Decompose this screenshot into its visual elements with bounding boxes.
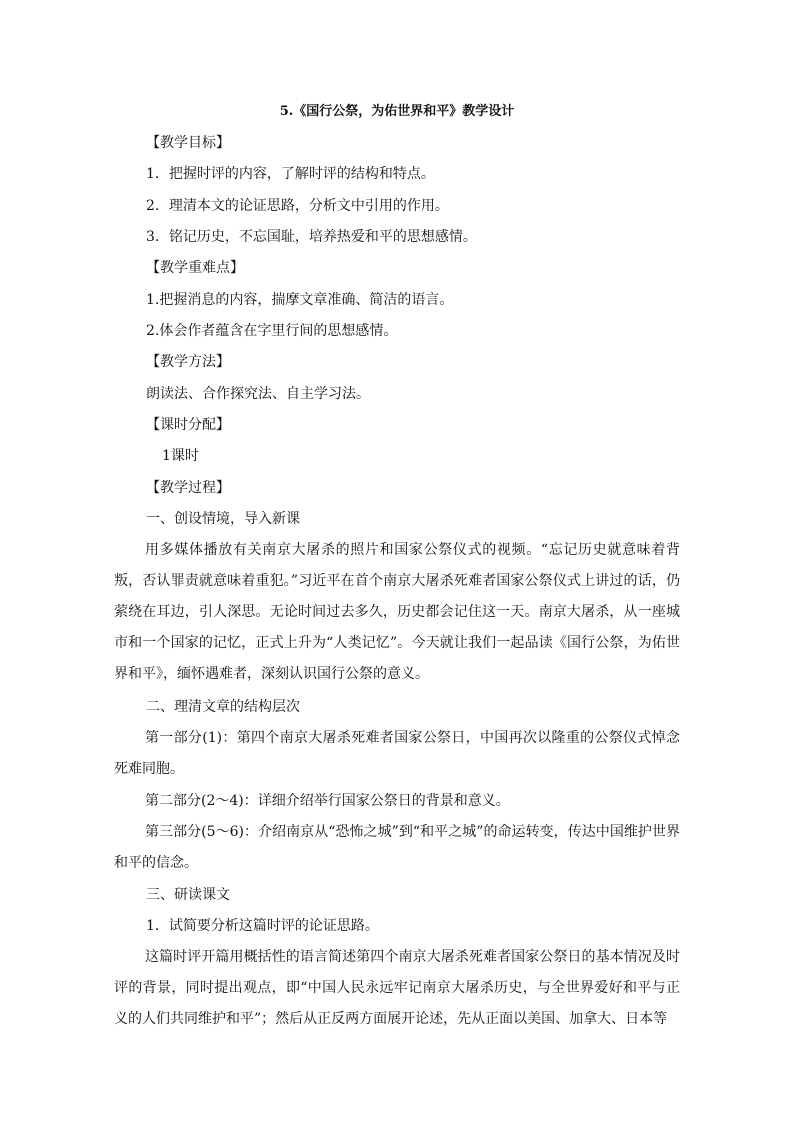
methods-heading: 【教学方法】 xyxy=(146,354,230,370)
section2-heading: 二、理清文章的结构层次 xyxy=(146,699,300,715)
hours-text: 1课时 xyxy=(162,448,199,464)
section3-question-1: 1．试简要分析这篇时评的论证思路。 xyxy=(146,918,379,934)
process-heading: 【教学过程】 xyxy=(146,480,230,496)
goals-heading: 【教学目标】 xyxy=(146,135,230,151)
hours-heading: 【课时分配】 xyxy=(146,417,230,433)
key-point-item-2: 2.体会作者蕴含在字里行间的思想感情。 xyxy=(146,323,398,339)
section1-heading: 一、创设情境，导入新课 xyxy=(146,511,300,527)
section2-part3: 第三部分(5～6)：介绍南京从“恐怖之城”到“和平之城”的命运转变，传达中国维护世界和平的信念。 xyxy=(114,824,680,871)
section3-answer-1: 这篇时评开篇用概括性的语言简述第四个南京大屠杀死难者国家公祭日的基本情况及时评的背景，同时提出观点，即“中国人民永远牢记南京大屠杀历史，与全世界爱好和平与正义的人们共同维护和平”；然后从正反两方面展开论述，先从正面以美国、加拿大、日本等 xyxy=(114,949,680,1027)
section2-part1: 第一部分(1)：第四个南京大屠杀死难者国家公祭日，中国再次以隆重的公祭仪式悼念死难同胞。 xyxy=(114,730,680,777)
key-point-item-1: 1.把握消息的内容，揣摩文章准确、简洁的语言。 xyxy=(146,292,454,308)
goal-item-2: 2．理清本文的论证思路，分析文中引用的作用。 xyxy=(146,198,449,214)
section1-paragraph: 用多媒体播放有关南京大屠杀的照片和国家公祭仪式的视频。“忘记历史就意味着背叛，否认罪责就意味着重犯。”习近平在首个南京大屠杀死难者国家公祭仪式上讲过的话，仍萦绕在耳边，引人深思。无论时间过去多久，历史都会记住这一天。南京大屠杀，从一座城市和一个国家的记忆，正式上升为“人类记忆”。今天就让我们一起品读《国行公祭，为佑世界和平》，缅怀遇难者，深刻认识国行公祭的意义。 xyxy=(114,542,680,682)
section2-part2: 第二部分(2～4)：详细介绍举行国家公祭日的背景和意义。 xyxy=(145,793,510,809)
document-title: 5.《国行公祭，为佑世界和平》教学设计 xyxy=(279,104,515,119)
methods-text: 朗读法、合作探究法、自主学习法。 xyxy=(146,386,370,402)
goal-item-3: 3．铭记历史，不忘国耻，培养热爱和平的思想感情。 xyxy=(146,229,477,245)
goal-item-1: 1．把握时评的内容，了解时评的结构和特点。 xyxy=(146,166,435,182)
key-points-heading: 【教学重难点】 xyxy=(146,260,244,276)
section3-heading: 三、研读课文 xyxy=(146,887,230,903)
